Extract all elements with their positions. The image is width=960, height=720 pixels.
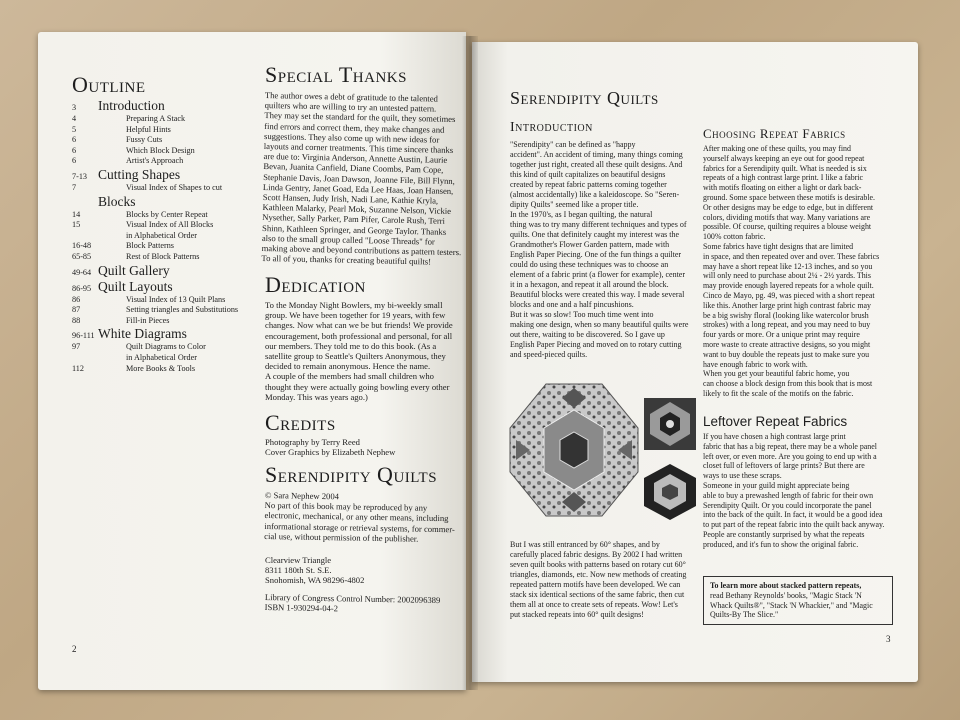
toc-title: in Alphabetical Order xyxy=(126,352,197,362)
credits-text xyxy=(265,437,460,457)
text-line: to put part of the repeat fabric into the quilt back anyway. xyxy=(703,520,885,530)
lower-intro-text xyxy=(510,540,695,620)
toc-title: Setting triangles and Substitutions xyxy=(126,305,239,315)
toc-page-number: 65-85 xyxy=(72,251,92,261)
toc-page-number: 88 xyxy=(72,315,81,325)
text-line: A couple of the members had small children who xyxy=(265,371,434,382)
copyright-text xyxy=(264,490,460,544)
text-line: English Paper Piecing and moved on to rotary cutting xyxy=(510,340,682,349)
publisher-address xyxy=(265,555,460,586)
toc-title: Block Patterns xyxy=(126,241,174,251)
toc-page-number: 87 xyxy=(72,305,81,315)
toc-page-number: 4 xyxy=(72,114,77,123)
text-line: can choose a block design from this book that is most xyxy=(703,379,873,389)
toc-entry xyxy=(72,183,252,194)
toc-section xyxy=(72,167,252,183)
toc-entry xyxy=(72,146,252,157)
text-line: read Bethany Reynolds' books, "Magic Stack 'N xyxy=(710,590,862,600)
text-line: will only need to purchase about 2¼ - 2½ yards. This xyxy=(703,271,871,281)
text-line: in space, and then repeated over and over. These fabrics xyxy=(703,251,880,261)
toc-title: More Books & Tools xyxy=(126,363,196,373)
text-line: layouts and corner treatments. This time sincere thanks xyxy=(263,141,454,155)
text-line: strokes) with a long repeat, and you may need to buy xyxy=(703,320,871,330)
text-line: into the back of the quilt. In fact, it would be a good idea xyxy=(703,510,883,520)
toc-title: Artist's Approach xyxy=(126,156,184,166)
text-line: "Serendipity" can be defined as "happy xyxy=(510,140,636,149)
page-number-left: 2 xyxy=(72,644,77,654)
toc-title: Which Block Design xyxy=(126,145,195,155)
book-gutter xyxy=(462,36,478,690)
text-line: could do using these techniques was to choose an xyxy=(510,260,669,269)
text-line: To learn more about stacked pattern repeats, xyxy=(710,581,862,590)
introduction-text xyxy=(510,140,695,360)
toc-entry xyxy=(72,231,252,242)
right-page-title: Serendipity Quilts xyxy=(510,88,659,108)
text-line: dipity Quilts" seemed like a proper title. xyxy=(510,200,639,209)
text-line: possible. Of course, quilting requires a blouse weight xyxy=(703,222,872,232)
outline-title: Outline xyxy=(72,72,146,97)
text-line: If you have chosen a high contrast large print xyxy=(703,432,846,441)
text-line: Or other designs may be edge to edge, but in different xyxy=(703,202,874,212)
text-line: repeated pattern motifs have been developed. We can xyxy=(510,580,681,589)
text-line: fabric that has a big repeat, there may be a whole panel xyxy=(703,441,877,451)
text-line: Grandmother's Flower Garden pattern, made with xyxy=(510,240,670,249)
text-line: After making one of these quilts, you may find xyxy=(703,144,851,153)
toc-title: Visual Index of 13 Quilt Plans xyxy=(126,294,226,304)
text-line: ground. Some space between these motifs is desirable. xyxy=(703,192,876,202)
text-line: Whack Quilts®", "Stack 'N Whackier," and "Magic xyxy=(710,600,873,610)
book-title: Serendipity Quilts xyxy=(265,462,438,487)
leftover-text xyxy=(703,432,888,550)
toc-page-number: 15 xyxy=(72,220,81,230)
text-line: Kathleen Malarky, Pearl Mok, Suzanne Nelson, Vickie xyxy=(262,202,452,217)
text-line: our members. They told me to do this book. (As a xyxy=(265,340,437,351)
toc-page-number: 112 xyxy=(72,363,84,373)
text-line: suggestions. They also come up with new ideas for xyxy=(263,130,440,145)
toc-entry xyxy=(72,156,252,167)
text-line: Scott Hansen, Judy Irish, Nadi Lane, Kathie Kryla, xyxy=(262,192,439,206)
toc-section xyxy=(72,279,252,295)
text-line: The author owes a debt of gratitude to the talented xyxy=(264,90,438,104)
toc-title: Helpful Hints xyxy=(126,124,171,134)
text-line: 100% cotton fabric. xyxy=(703,232,766,242)
text-line: decided to remain anonymous. Hence the name. xyxy=(265,361,431,372)
toc-title: Blocks xyxy=(98,193,136,209)
text-line: produced, and it's fun to show the original fabric. xyxy=(703,539,859,549)
dedication-text xyxy=(265,300,460,402)
toc-entry xyxy=(72,364,252,375)
text-line: Quilts-By The Slice." xyxy=(710,610,779,620)
text-line: cial use, without permission of the publisher. xyxy=(264,530,419,544)
text-line: making one design, when so many beautiful quilts were xyxy=(510,320,689,329)
text-line: find errors and correct them, they make changes and xyxy=(264,120,445,135)
text-line: Cinco de Mayo, pg. 49, was pieced with a short repeat xyxy=(703,290,875,300)
text-line: informational storage or retrieval systems, for commer- xyxy=(264,520,455,534)
text-line: closet full of leftovers of large prints? But there are xyxy=(703,461,865,471)
hexagon-quilt-block-image xyxy=(506,380,642,520)
text-line: But I was still entranced by 60° shapes, and by xyxy=(510,540,660,549)
text-line: four yards or more. Or a unique print may require xyxy=(703,330,860,340)
toc-entry xyxy=(72,241,252,252)
text-line: electronic, mechanical, or any other means, including xyxy=(264,510,449,524)
text-line: In the 1970's, as I began quilting, the natural xyxy=(510,210,653,219)
toc-title: Introduction xyxy=(98,98,165,113)
toc-entry xyxy=(72,125,252,136)
text-line: Someone in your guild might appreciate being xyxy=(703,480,850,490)
text-line: 8311 180th St. S.E. xyxy=(265,565,332,576)
learn-more-box xyxy=(703,576,893,625)
text-line: likely to fit the scale of the motifs on the fabric. xyxy=(703,388,854,398)
toc-section xyxy=(72,263,252,279)
special-thanks-title: Special Thanks xyxy=(265,62,407,87)
text-line: Bevan, Juanita Canfield, Diane Coombs, Pam Cope, xyxy=(263,161,444,176)
text-line: with motifs floating on either a light or dark back- xyxy=(703,183,862,193)
text-line: making above and beyond contributions as pattern testers. xyxy=(261,243,462,258)
text-line: may provide enough layered repeats for a whole quilt. xyxy=(703,281,874,291)
text-line: changes. Now what can we be but friends! We provide xyxy=(265,320,453,331)
toc-entry xyxy=(72,210,252,221)
toc-entry xyxy=(72,135,252,146)
toc-entry xyxy=(72,114,252,125)
round-quilt-block-image xyxy=(640,462,700,522)
text-line: Linda Gentry, Janet Goad, Eda Lee Haas, Joan Hansen, xyxy=(262,181,454,196)
text-line: (almost accidentally) like a kaleidoscope. So "Seren- xyxy=(510,190,680,199)
toc-entry xyxy=(72,295,252,306)
toc-entry xyxy=(72,305,252,316)
text-line: Snohomish, WA 98296-4802 xyxy=(265,575,365,586)
toc-page-number: 97 xyxy=(72,342,81,352)
text-line: more waste to create attractive designs, so you might xyxy=(703,339,871,349)
toc-page-number: 6 xyxy=(72,135,77,145)
toc-title: Quilt Diagrams to Color xyxy=(126,342,206,352)
text-line: yourself always keeping an eye out for good repeat xyxy=(703,153,865,163)
toc-title: Quilt Layouts xyxy=(98,278,173,294)
text-line: repeats of a high contrast large print. I like a fabric xyxy=(703,173,864,183)
page-number-right: 3 xyxy=(886,634,891,644)
text-line: Beautiful blocks were created this way. I made several xyxy=(510,290,685,299)
text-line: fabrics for a Serendipity quilt. What is needed is six xyxy=(703,163,867,173)
text-line: may have a short repeat like 12-13 inches, and so you xyxy=(703,261,873,271)
text-line: colors, dividing motifs that way. Many variations are xyxy=(703,212,871,222)
text-line: like this. Another large print high contrast fabric may xyxy=(703,300,871,310)
text-line: No part of this book may be reproduced by any xyxy=(264,500,428,514)
toc-entry xyxy=(72,252,252,263)
toc-title: Fussy Cuts xyxy=(126,135,163,145)
toc-title: Cutting Shapes xyxy=(98,166,181,182)
toc-page-number: 5 xyxy=(72,124,77,134)
text-line: Shinn, Kathleen Springer, and George Taylor. Thanks xyxy=(262,222,447,237)
text-line: Stephanie Davis, Joan Dawson, Joanne File, Bill Flynn, xyxy=(263,171,455,186)
library-info xyxy=(265,592,460,616)
text-line: accident". An accident of timing, many things coming xyxy=(510,150,683,159)
text-line: When you get your beautiful fabric home, you xyxy=(703,369,850,379)
text-line: be a big swishy floral (looking like watercolor brush xyxy=(703,310,869,320)
text-line: seven quilt books with patterns based on rotary cut 60° xyxy=(510,560,686,569)
toc-title: Blocks by Center Repeat xyxy=(126,209,208,219)
text-line: have enough fabric to work with. xyxy=(703,359,808,369)
toc-entry xyxy=(72,316,252,327)
text-line: want to buy double the repeats just to make sure you xyxy=(703,349,870,359)
square-quilt-block-image xyxy=(644,398,696,450)
text-line: Library of Congress Control Number: 2002096389 xyxy=(264,592,441,606)
text-line: and speed-pieced quilts. xyxy=(510,350,588,359)
text-line: ways to use these scraps. xyxy=(703,471,782,481)
text-line: blocks and one and a half pincushions. xyxy=(510,300,634,309)
toc-page-number: 7-13 xyxy=(72,171,88,181)
text-line: put stacked repeats into 60° quilt designs! xyxy=(510,610,644,619)
text-line: But it was so slow! Too much time went into xyxy=(510,310,654,319)
text-line: Nysether, Sally Parker, Pam Pifer, Carole Rush, Terri xyxy=(262,212,446,227)
text-line: them all at once to create sets of repeats. Wow! Let's xyxy=(510,600,678,609)
text-line: quilts. One that definitely caught my interest was the xyxy=(510,230,680,239)
special-thanks-text xyxy=(261,90,460,267)
toc-title: in Alphabetical Order xyxy=(126,230,197,240)
text-line: Cover Graphics by Elizabeth Nephew xyxy=(265,447,396,458)
text-line: stack six identical sections of the same fabric, then cut xyxy=(510,590,685,599)
toc-title: Visual Index of All Blocks xyxy=(126,220,214,230)
toc-page-number: 16-48 xyxy=(72,241,92,251)
toc-page-number: 6 xyxy=(72,156,77,166)
toc-section xyxy=(72,98,252,114)
text-line: ISBN 1-930294-04-2 xyxy=(264,602,339,614)
text-line: To the Monday Night Bowlers, my bi-weekly small xyxy=(265,300,443,310)
text-line: together just right, created all these quilt designs. And xyxy=(510,160,683,169)
table-of-contents xyxy=(72,98,252,374)
text-line: English Paper Piecing. One of the fun things a quilter xyxy=(510,250,682,259)
text-line: satellite group to Seattle's Quilters Anonymous, they xyxy=(265,351,446,362)
text-line: thing was to try many different techniques and types of xyxy=(510,220,687,229)
toc-page-number: 14 xyxy=(72,209,81,219)
toc-page-number: 86 xyxy=(72,294,81,304)
toc-page-number: 96-111 xyxy=(72,331,95,341)
text-line: People are constantly surprised by what the repeats xyxy=(703,529,865,539)
text-line: encouragement, both professional and personal, for all xyxy=(265,330,453,341)
toc-page-number: 3 xyxy=(72,103,77,112)
text-line: quilters who are willing to try an untested pattern. xyxy=(264,100,437,114)
toc-title: Quilt Gallery xyxy=(98,262,170,278)
text-line: © Sara Nephew 2004 xyxy=(264,490,340,502)
text-line: also to the small group called "Loose Threads" for xyxy=(261,232,435,247)
leftover-title: Leftover Repeat Fabrics xyxy=(703,414,848,429)
toc-page-number: 86-95 xyxy=(72,283,92,293)
toc-title: Fill-in Pieces xyxy=(126,315,170,325)
text-line: Some fabrics have tight designs that are limited xyxy=(703,241,854,251)
text-line: triangles, diamonds, etc. Now new methods of creating xyxy=(510,570,687,579)
toc-entry xyxy=(72,353,252,364)
text-line: able to buy a prewashed length of fabric for their own xyxy=(703,490,874,500)
choosing-title: Choosing Repeat Fabrics xyxy=(703,126,846,141)
text-line: Clearview Triangle xyxy=(265,555,332,565)
text-line: left over, or even more. Are you going to end up with a xyxy=(703,451,877,461)
toc-section xyxy=(72,194,252,210)
credits-title: Credits xyxy=(265,410,336,435)
toc-entry xyxy=(72,342,252,353)
text-line: Monday. This was years ago.) xyxy=(265,391,368,402)
text-line: it in a hexagon, and repeat it all around the block. xyxy=(510,280,669,289)
toc-title: Rest of Block Patterns xyxy=(126,251,200,261)
text-line: this kind of quilt capitalizes on beautiful designs xyxy=(510,170,666,179)
toc-page-number: 6 xyxy=(72,145,77,155)
text-line: thought they were actually going bowling every other xyxy=(265,381,450,392)
introduction-title: Introduction xyxy=(510,120,593,135)
text-line: carefully placed fabric designs. By 2002 I had written xyxy=(510,550,683,559)
text-line: created by repeat fabric patterns coming together xyxy=(510,180,667,189)
toc-title: Visual Index of Shapes to cut xyxy=(126,182,223,192)
text-line: element of a fabric print (a flower for example), center xyxy=(510,270,686,279)
text-line: To all of you, thanks for creating beautiful quilts! xyxy=(261,253,432,267)
toc-title: Preparing A Stack xyxy=(126,114,186,123)
text-line: group. We have been together for 19 years, with few xyxy=(265,310,446,321)
text-line: are due to: Virginia Anderson, Annette Austin, Laurie xyxy=(263,151,448,166)
text-line: Serendipity Quilt. Or you could incorporate the panel xyxy=(703,500,872,510)
text-line: out there, waiting to be discovered. So I gave up xyxy=(510,330,665,339)
text-line: Photography by Terry Reed xyxy=(265,437,360,447)
dedication-title: Dedication xyxy=(265,272,366,297)
toc-title: White Diagrams xyxy=(98,326,187,342)
text-line: They may set the standard for the quilt, they sometimes xyxy=(264,110,456,125)
toc-page-number: 7 xyxy=(72,182,77,192)
choosing-text xyxy=(703,144,888,399)
toc-page-number: 49-64 xyxy=(72,267,92,277)
toc-section xyxy=(72,326,252,342)
toc-entry xyxy=(72,220,252,231)
